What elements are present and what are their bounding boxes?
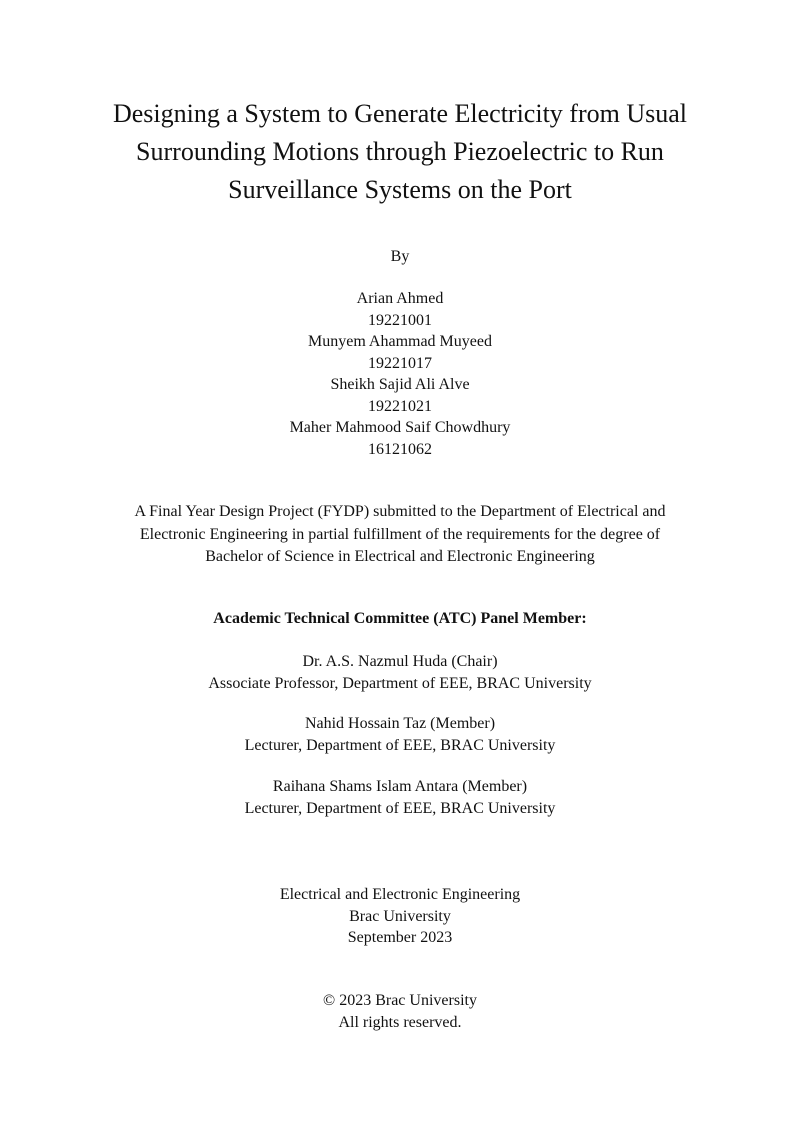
author-id: 16121062 [368, 440, 432, 458]
rights-statement: All rights reserved. [338, 1013, 462, 1031]
institution-block [0, 884, 800, 949]
panel-member [0, 713, 800, 756]
department-name: Electrical and Electronic Engineering [279, 886, 521, 903]
author-list [0, 288, 800, 460]
panel-member [0, 776, 800, 819]
panel-member-name: Nahid Hossain Taz (Member) [304, 715, 496, 732]
title-line: Surveillance Systems on the Port [228, 175, 572, 204]
author-id: 19221017 [368, 354, 432, 372]
submission-statement [80, 501, 720, 569]
panel-member-position: Associate Professor, Department of EEE, BRAC University [208, 674, 592, 692]
university-name: Brac University [349, 907, 451, 925]
copyright-notice: © 2023 Brac University [323, 992, 477, 1009]
panel-member-name: Raihana Shams Islam Antara (Member) [272, 778, 528, 795]
submission-line: Electronic Engineering in partial fulfillment of the requirements for the degree of [139, 525, 661, 543]
atc-heading: Academic Technical Committee (ATC) Panel Member: [213, 610, 587, 627]
by-label: By [390, 248, 410, 265]
author-name: Maher Mahmood Saif Chowdhury [289, 419, 511, 436]
author-id: 19221021 [368, 397, 432, 415]
title-line: Designing a System to Generate Electricity from Usual [112, 99, 687, 128]
panel-member-name: Dr. A.S. Nazmul Huda (Chair) [302, 653, 498, 670]
author-name: Arian Ahmed [356, 290, 444, 307]
submission-line: Bachelor of Science in Electrical and Electronic Engineering [205, 548, 595, 565]
panel-member [0, 651, 800, 694]
submission-date: September 2023 [347, 929, 453, 946]
document-title [60, 95, 740, 209]
author-name: Munyem Ahammad Muyeed [308, 333, 492, 350]
title-line: Surrounding Motions through Piezoelectric to Run [136, 137, 664, 166]
copyright-block [0, 990, 800, 1033]
author-name: Sheikh Sajid Ali Alve [330, 376, 470, 393]
panel-member-position: Lecturer, Department of EEE, BRAC University [244, 799, 556, 817]
submission-line: A Final Year Design Project (FYDP) submitted to the Department of Electrical and [134, 503, 666, 520]
panel-member-position: Lecturer, Department of EEE, BRAC University [244, 736, 556, 754]
author-id: 19221001 [368, 311, 432, 329]
